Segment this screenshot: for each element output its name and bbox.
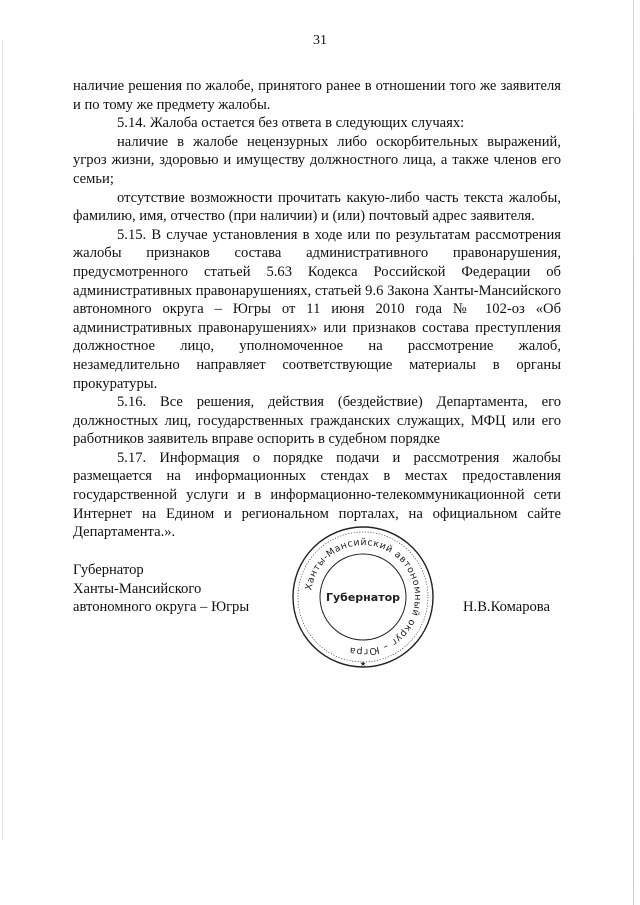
seal-graphic (288, 522, 438, 672)
scan-edge-right (633, 0, 634, 905)
signer-title-line-2: Ханты-Мансийского (73, 580, 202, 597)
scan-edge-left (2, 40, 3, 840)
signer-name: Н.В.Комарова (463, 599, 550, 615)
signature-block (73, 561, 263, 617)
signer-title-line-1: Губернатор (73, 562, 144, 578)
paragraph-5-15: 5.15. В случае установления в ходе или по результатам рассмотрения жалобы признаков состава административного правонарушения, предусмотренного статьей 5.63 Кодекса Российской Федерации об административных правонарушениях, статьей 9.6 Закона Ханты-Мансийского автономного округа – Югры от 11 июня 2010 года № 102-оз «Об административных правонарушениях» или признаков состава преступления должностное лицо, уполномоченное на рассмотрение жалоб, незамедлительно направляет соответствующие материалы в органы прокуратуры. (73, 226, 561, 392)
paragraph-obscene-language: наличие в жалобе нецензурных либо оскорбительных выражений, угроз жизни, здоровью и имуществу должностного лица, а также членов его семьи; (73, 133, 561, 187)
paragraph-5-16: 5.16. Все решения, действия (бездействие) Департамента, его должностных лиц, государственных гражданских служащих, МФЦ или его работников заявитель вправе оспорить в судебном порядке (73, 394, 561, 448)
paragraph-5-17: 5.17. Информация о порядке подачи и рассмотрения жалобы размещается на информационных стендах в местах предоставления государственной услуги и в информационно-телекоммуникационной сети Интернет на Едином и региональном порталах, на официальном сайте Департамента.». (73, 449, 561, 541)
page-number: 31 (313, 33, 327, 48)
seal-center-text: Губернатор (325, 591, 401, 604)
paragraph-continuation: наличие решения по жалобе, принятого ранее в отношении того же заявителя и по тому же предмету жалобы. (73, 78, 561, 113)
signer-title-line-3: автономного округа – Югры (73, 599, 250, 616)
paragraph-5-14: 5.14. Жалоба остается без ответа в следующих случаях: (117, 115, 465, 132)
official-seal (288, 522, 438, 672)
seal-star-icon: ★ (359, 660, 367, 668)
body-text (73, 77, 561, 542)
paragraph-unreadable: отсутствие возможности прочитать какую-либо часть текста жалобы, фамилию, имя, отчество (при наличии) и (или) почтовый адрес заявителя. (73, 189, 561, 225)
seal-ring-textpath: Ханты-Мансийский автономный округ – Югра (303, 536, 424, 658)
